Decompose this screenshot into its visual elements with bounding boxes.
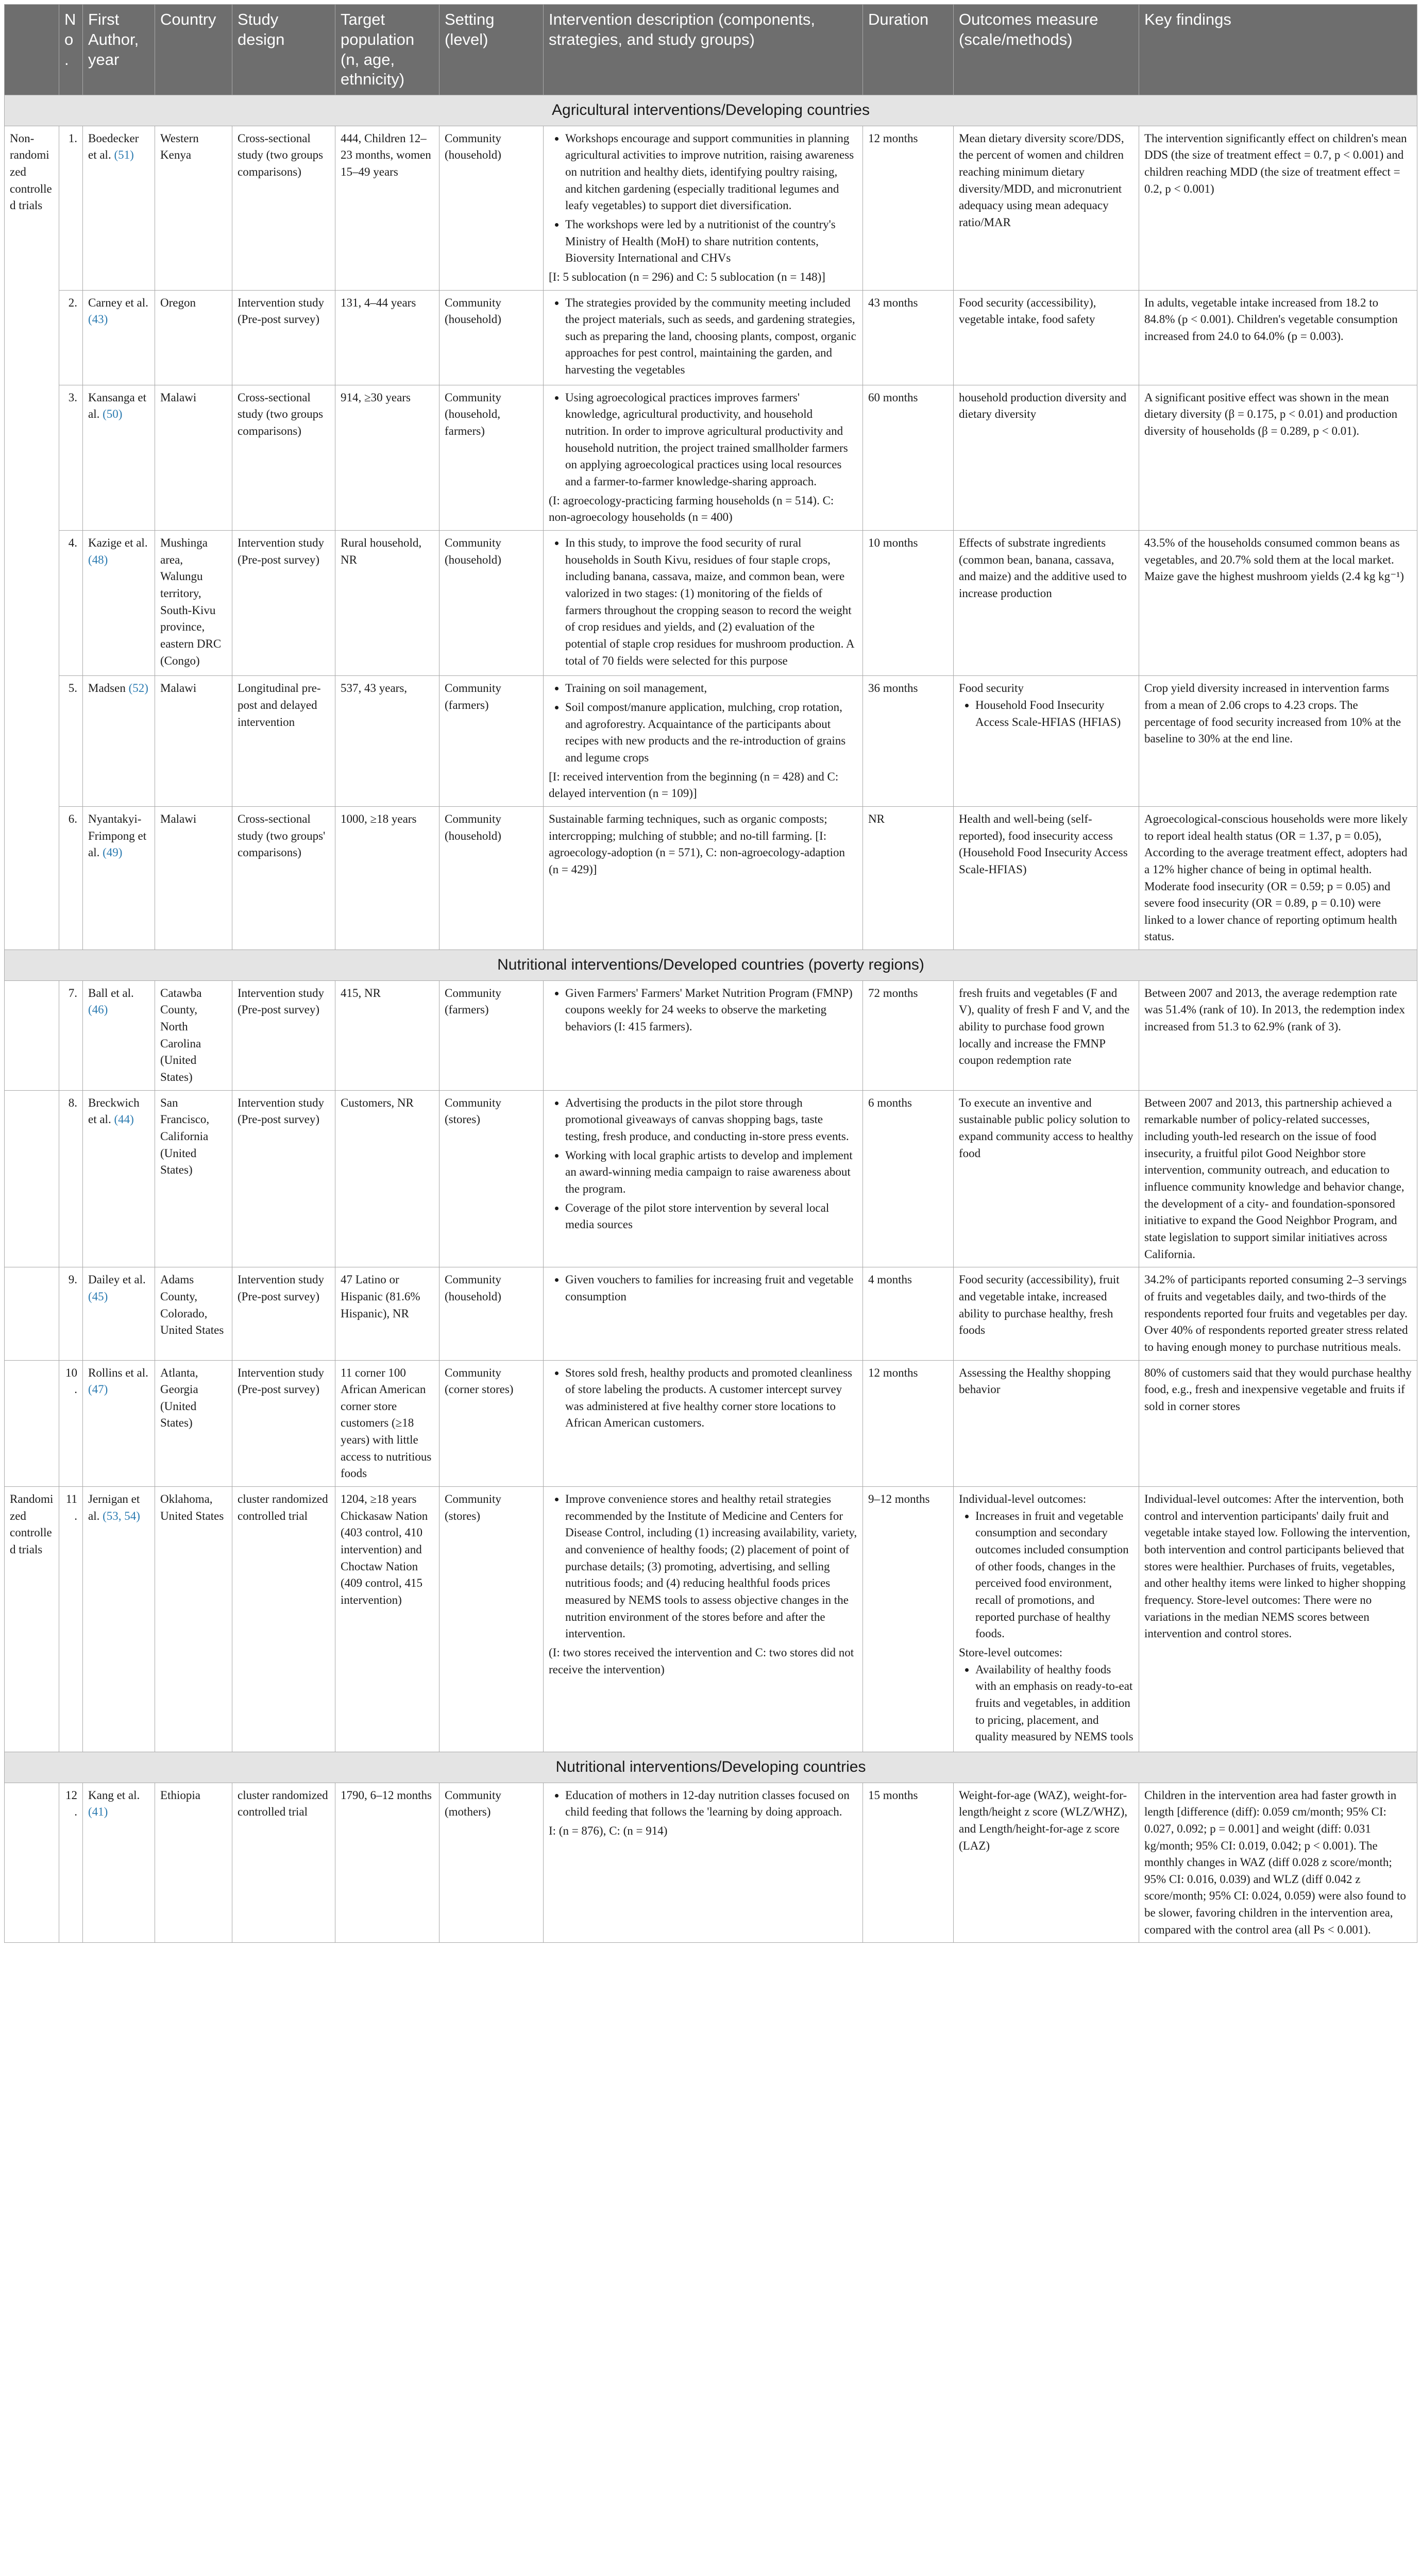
design-group-nonrandomized: Non-randomized controlled trials: [5, 126, 59, 950]
bullet-item: • The workshops were led by a nutritionist of the country's Ministry of Health (MoH) to share nutrition contents, Bioversity International and CHVs: [565, 216, 857, 267]
row-number: 9.: [59, 1267, 83, 1360]
header-setting: Setting (level): [439, 5, 544, 95]
setting-cell: Community (farmers): [439, 980, 544, 1090]
design-group-blank: [5, 980, 59, 1090]
header-design: Study design: [232, 5, 335, 95]
country-cell: Oregon: [155, 290, 232, 385]
row-number: 11.: [59, 1487, 83, 1752]
study-design-cell: Intervention study (Pre-post survey): [232, 1360, 335, 1487]
outcomes-text: Individual-level outcomes:: [959, 1493, 1087, 1506]
duration-cell: 4 months: [863, 1267, 954, 1360]
bullet-item: • The strategies provided by the community meeting included the project materials, such as seeds, and gardening strategies, such as preparing the land, choosing plants, compost, organic approaches for pest control, maintaining the garden, and harvesting the vegetables: [565, 295, 857, 379]
bullet-list: [549, 535, 857, 669]
population-cell: 1000, ≥18 years: [335, 806, 439, 950]
design-group-blank: [5, 1783, 59, 1943]
row-number: 5.: [59, 676, 83, 807]
section-heading: Nutritional interventions/Developed countries (poverty regions): [5, 950, 1417, 981]
reference-link[interactable]: (52): [128, 682, 148, 695]
header-findings: Key findings: [1139, 5, 1417, 95]
first-author: Dailey et al.: [88, 1273, 146, 1286]
bullet-item: • Stores sold fresh, healthy products and promoted cleanliness of store labeling the products. A customer intercept survey was administered at five healthy corner store locations to African American customers.: [565, 1365, 857, 1432]
bullet-list: [549, 680, 857, 766]
study-design-cell: Cross-sectional study (two groups' comparisons): [232, 806, 335, 950]
population-cell: Customers, NR: [335, 1090, 439, 1267]
first-author: Kang et al.: [88, 1788, 140, 1802]
outcomes-cell: [954, 1090, 1139, 1267]
duration-cell: 12 months: [863, 126, 954, 290]
first-author-cell: [83, 1487, 155, 1752]
population-cell: 131, 4–44 years: [335, 290, 439, 385]
reference-link[interactable]: (43): [88, 313, 108, 326]
intervention-cell: [544, 531, 863, 676]
first-author-cell: [83, 806, 155, 950]
country-cell: Catawba County, North Carolina (United States): [155, 980, 232, 1090]
table-row: [5, 290, 1417, 385]
key-findings-cell: A significant positive effect was shown in the mean dietary diversity (β = 0.175, p < 0.01) and production diversity of households (β = 0.289, p < 0.01).: [1139, 385, 1417, 530]
bullet-item: • Improve convenience stores and healthy retail strategies recommended by the Institute of Medicine and Centers for Disease Control, including (1) increasing availability, variety, and convenience of healthy foods; (2) placement of point of purchase details; (3) promoting, advertising, and selling nutritious foods; and (4) reducing healthful foods prices measured by NEMS tools to assess objective changes in the nutrition environment of the stores before and after the intervention.: [565, 1491, 857, 1642]
duration-cell: 9–12 months: [863, 1487, 954, 1752]
bullet-list: [959, 1662, 1134, 1745]
study-groups: [I: 5 sublocation (n = 296) and C: 5 sublocation (n = 148)]: [549, 270, 825, 283]
reference-link[interactable]: (48): [88, 553, 108, 566]
header-intervention: Intervention description (components, strategies, and study groups): [544, 5, 863, 95]
country-cell: Ethiopia: [155, 1783, 232, 1943]
first-author: Boedecker et al.: [88, 131, 139, 162]
bullet-item: • Using agroecological practices improves farmers' knowledge, agricultural productivity, and household nutrition. In order to improve agricultural productivity and household nutrition, the project trained smallholder farmers on applying agroecological practices using local resources and a farmer-to-farmer knowledge-sharing approach.: [565, 389, 857, 490]
table-row: [5, 1783, 1417, 1943]
key-findings-cell: Individual-level outcomes: After the intervention, both control and intervention participants' daily fruit and vegetable intake stayed low. Following the intervention, both intervention and control participants believed that stores were healthier. Purchases of fruits, vegetables, and other healthy items were linked to higher shopping frequency. Store-level outcomes: There were no variations in the median NEMS scores between intervention and control stores.: [1139, 1487, 1417, 1752]
first-author: Nyantakyi-Frimpong et al.: [88, 812, 147, 859]
study-groups: [I: received intervention from the beginning (n = 428) and C: delayed intervention (n = 109)]: [549, 770, 839, 800]
population-cell: 47 Latino or Hispanic (81.6% Hispanic), NR: [335, 1267, 439, 1360]
bullet-item: • Advertising the products in the pilot store through promotional giveaways of canvas shopping bags, taste testing, fresh produce, and conducting in-store press events.: [565, 1095, 857, 1145]
header-no: No.: [59, 5, 83, 95]
row-number: 8.: [59, 1090, 83, 1267]
duration-cell: 15 months: [863, 1783, 954, 1943]
outcomes-cell: [954, 1267, 1139, 1360]
outcomes-cell: [954, 531, 1139, 676]
bullet-item: • Education of mothers in 12-day nutrition classes focused on child feeding that follows the 'learning by doing approach.: [565, 1787, 857, 1821]
first-author-cell: [83, 1360, 155, 1487]
row-number: 3.: [59, 385, 83, 530]
row-number: 10.: [59, 1360, 83, 1487]
country-cell: Western Kenya: [155, 126, 232, 290]
bullet-item: • Training on soil management,: [565, 680, 857, 697]
study-design-cell: Intervention study (Pre-post survey): [232, 980, 335, 1090]
section-row: [5, 950, 1417, 981]
bullet-item: • In this study, to improve the food security of rural households in South Kivu, residues of four staple crops, including banana, cassava, maize, and common bean, were valorized in two stages: (1) monitoring of the fields of farmers throughout the cropping season to record the weight of crop residues and yields, and (2) evaluation of the potential of staple crop residues for mushroom production. A total of 70 fields were selected for this purpose: [565, 535, 857, 669]
outcomes-text: household production diversity and dietary diversity: [959, 391, 1127, 421]
key-findings-cell: The intervention significantly effect on children's mean DDS (the size of treatment effect = 0.7, p < 0.001) and children reaching MDD (the size of treatment effect = 0.2, p < 0.001): [1139, 126, 1417, 290]
first-author-cell: [83, 1267, 155, 1360]
intervention-cell: [544, 806, 863, 950]
first-author: Breckwich et al.: [88, 1096, 140, 1126]
bullet-list: [959, 697, 1134, 731]
bullet-item: • Household Food Insecurity Access Scale-HFIAS (HFIAS): [975, 697, 1134, 731]
duration-cell: 60 months: [863, 385, 954, 530]
study-groups: (I: agroecology-practicing farming households (n = 514). C: non-agroecology households (n = 400): [549, 494, 834, 524]
key-findings-cell: 34.2% of participants reported consuming 2–3 servings of fruits and vegetables daily, and two-thirds of the respondents reported four fruits and vegetables per day. Over 40% of respondents reported greater stress related to having enough money to purchase nutritious meals.: [1139, 1267, 1417, 1360]
intervention-cell: [544, 126, 863, 290]
study-groups: I: (n = 876), C: (n = 914): [549, 1824, 668, 1837]
section-heading: Nutritional interventions/Developing countries: [5, 1752, 1417, 1783]
population-cell: 1790, 6–12 months: [335, 1783, 439, 1943]
review-table: [4, 4, 1417, 1943]
bullet-list: [959, 1508, 1134, 1642]
reference-link[interactable]: (53, 54): [103, 1509, 140, 1522]
outcomes-text: Weight-for-age (WAZ), weight-for-length/height z score (WLZ/WHZ), and Length/height-for-age z score (LAZ): [959, 1788, 1127, 1852]
bullet-item: • Workshops encourage and support communities in planning agricultural activities to improve nutrition, raising awareness on nutrition and healthy diets, identifying poultry raising, and kitchen gardening (especially traditional legumes and leafy vegetables) to support diet diversification.: [565, 130, 857, 214]
duration-cell: 36 months: [863, 676, 954, 807]
study-design-cell: Intervention study (Pre-post survey): [232, 531, 335, 676]
first-author-cell: [83, 385, 155, 530]
population-cell: 537, 43 years,: [335, 676, 439, 807]
table-row: [5, 385, 1417, 530]
key-findings-cell: Between 2007 and 2013, this partnership achieved a remarkable number of policy-related successes, including youth-led research on the issue of food insecurity, a fruitful pilot Good Neighbor store intervention, community outreach, and education to influence community knowledge and behavior change, the development of a city- and foundation-sponsored initiative to expand the Good Neighbor Program, and state legislation to support similar initiatives across California.: [1139, 1090, 1417, 1267]
design-group-blank: [5, 1267, 59, 1360]
table-row: [5, 806, 1417, 950]
bullet-item: • Increases in fruit and vegetable consumption and secondary outcomes included consumption of other foods, changes in the perceived food environment, recall of promotions, and reported purchase of healthy foods.: [975, 1508, 1134, 1642]
population-cell: 914, ≥30 years: [335, 385, 439, 530]
reference-link[interactable]: (44): [114, 1113, 134, 1126]
key-findings-cell: In adults, vegetable intake increased from 18.2 to 84.8% (p < 0.001). Children's vegetable consumption increased from 24.0 to 64.0% (p = 0.003).: [1139, 290, 1417, 385]
country-cell: Oklahoma, United States: [155, 1487, 232, 1752]
study-design-cell: cluster randomized controlled trial: [232, 1487, 335, 1752]
header-population: Target population (n, age, ethnicity): [335, 5, 439, 95]
population-cell: Rural household, NR: [335, 531, 439, 676]
first-author: Carney et al.: [88, 296, 148, 309]
intervention-cell: [544, 1783, 863, 1943]
first-author-cell: [83, 126, 155, 290]
intervention-cell: [544, 1267, 863, 1360]
outcomes-text: Food security (accessibility), vegetable intake, food safety: [959, 296, 1096, 326]
key-findings-cell: 80% of customers said that they would purchase healthy food, e.g., fresh and inexpensive vegetable and fruits if sold in corner stores: [1139, 1360, 1417, 1487]
row-number: 6.: [59, 806, 83, 950]
intervention-cell: [544, 1487, 863, 1752]
first-author: Ball et al.: [88, 986, 134, 999]
table-body: [5, 95, 1417, 1943]
table-row: [5, 1487, 1417, 1752]
reference-link[interactable]: (46): [88, 1003, 108, 1016]
key-findings-cell: Crop yield diversity increased in intervention farms from a mean of 2.06 crops to 4.23 crops. The percentage of food security increased from 10% at the baseline to 30% at the end line.: [1139, 676, 1417, 807]
bullet-item: • Availability of healthy foods with an emphasis on ready-to-eat fruits and vegetables, in addition to pricing, placement, and quality measured by NEMS tools: [975, 1662, 1134, 1745]
bullet-list: [549, 1095, 857, 1233]
reference-link[interactable]: (47): [88, 1383, 108, 1396]
reference-link[interactable]: (50): [103, 408, 123, 421]
first-author: Kazige et al.: [88, 536, 148, 550]
country-cell: Mushinga area, Walungu territory, South-Kivu province, eastern DRC (Congo): [155, 531, 232, 676]
outcomes-text: Food security (accessibility), fruit and vegetable intake, increased ability to purchase healthy, fresh foods: [959, 1273, 1120, 1337]
first-author: Jernigan et al.: [88, 1493, 140, 1522]
study-design-cell: Cross-sectional study (two groups comparisons): [232, 385, 335, 530]
first-author-cell: [83, 1783, 155, 1943]
bullet-list: [549, 985, 857, 1036]
study-design-cell: cluster randomized controlled trial: [232, 1783, 335, 1943]
header-outcomes: Outcomes measure (scale/methods): [954, 5, 1139, 95]
table-row: [5, 1090, 1417, 1267]
header-author: First Author, year: [83, 5, 155, 95]
first-author-cell: [83, 531, 155, 676]
duration-cell: 12 months: [863, 1360, 954, 1487]
outcomes-text: Food security: [959, 682, 1024, 695]
section-heading: Agricultural interventions/Developing countries: [5, 95, 1417, 126]
population-cell: 11 corner 100 African American corner store customers (≥18 years) with little access to nutritious foods: [335, 1360, 439, 1487]
bullet-list: [549, 1787, 857, 1821]
first-author-cell: [83, 290, 155, 385]
country-cell: Atlanta, Georgia (United States): [155, 1360, 232, 1487]
reference-link[interactable]: (51): [114, 148, 134, 162]
outcomes-cell: [954, 1487, 1139, 1752]
setting-cell: Community (mothers): [439, 1783, 544, 1943]
key-findings-cell: 43.5% of the households consumed common beans as vegetables, and 20.7% sold them at the local market. Maize gave the highest mushroom yields (2.4 kg kg⁻¹): [1139, 531, 1417, 676]
first-author-cell: [83, 980, 155, 1090]
bullet-list: [549, 1272, 857, 1305]
country-cell: Malawi: [155, 385, 232, 530]
bullet-item: • Given vouchers to families for increasing fruit and vegetable consumption: [565, 1272, 857, 1305]
bullet-list: [549, 1491, 857, 1642]
duration-cell: 6 months: [863, 1090, 954, 1267]
outcomes-cell: [954, 1360, 1139, 1487]
section-row: [5, 95, 1417, 126]
outcomes-cell: [954, 676, 1139, 807]
setting-cell: Community (stores): [439, 1090, 544, 1267]
first-author-cell: [83, 676, 155, 807]
outcomes-text: Effects of substrate ingredients (common bean, banana, cassava, and maize) and the additive used to increase production: [959, 536, 1127, 600]
duration-cell: 43 months: [863, 290, 954, 385]
outcomes-text: To execute an inventive and sustainable public policy solution to expand community access to healthy food: [959, 1096, 1134, 1160]
setting-cell: Community (farmers): [439, 676, 544, 807]
bullet-item: • Coverage of the pilot store intervention by several local media sources: [565, 1200, 857, 1233]
first-author-cell: [83, 1090, 155, 1267]
study-design-cell: Intervention study (Pre-post survey): [232, 1267, 335, 1360]
bullet-item: • Working with local graphic artists to develop and implement an award-winning media campaign to raise awareness about the program.: [565, 1147, 857, 1198]
country-cell: Adams County, Colorado, United States: [155, 1267, 232, 1360]
table-row: [5, 531, 1417, 676]
row-number: 2.: [59, 290, 83, 385]
key-findings-cell: Children in the intervention area had faster growth in length [difference (diff): 0.059 cm/month; 95% CI: 0.027, 0.092; p = 0.001] and weight (diff: 0.031 kg/month; 95% CI: 0.019, 0.042; p < 0.001). The monthly changes in WAZ (diff 0.028 z score/month; 95% CI: 0.016, 0.039) and WLZ (diff 0.042 z score/month; 95% CI: 0.024, 0.059) were also found to be slower, favoring children in the intervention area, compared with the control area (all Ps < 0.001).: [1139, 1783, 1417, 1943]
intervention-text: Sustainable farming techniques, such as organic composts; intercropping; mulching of stubble; and no-till farming. [I: agroecology-adoption (n = 571), C: non-agroecology-adaption (n = 429)]: [549, 812, 845, 876]
study-design-cell: Cross-sectional study (two groups comparisons): [232, 126, 335, 290]
intervention-cell: [544, 980, 863, 1090]
section-row: [5, 1752, 1417, 1783]
outcomes-text: Assessing the Healthy shopping behavior: [959, 1366, 1111, 1396]
first-author: Rollins et al.: [88, 1366, 148, 1379]
outcomes-cell: [954, 126, 1139, 290]
intervention-cell: [544, 676, 863, 807]
outcomes-cell: [954, 385, 1139, 530]
outcomes-text: Health and well-being (self-reported), food insecurity access (Household Food Insecurity Access Scale-HFIAS): [959, 812, 1128, 876]
row-number: 12.: [59, 1783, 83, 1943]
header-row: [5, 5, 1417, 95]
country-cell: Malawi: [155, 806, 232, 950]
header-blank: [5, 5, 59, 95]
outcomes-cell: [954, 290, 1139, 385]
outcomes-text: Mean dietary diversity score/DDS, the percent of women and children reaching minimum dietary diversity/MDD, and micronutrient adequacy using mean adequacy ratio/MAR: [959, 131, 1124, 229]
intervention-cell: [544, 385, 863, 530]
country-cell: Malawi: [155, 676, 232, 807]
table-row: [5, 676, 1417, 807]
outcomes-text: Store-level outcomes:: [959, 1646, 1063, 1659]
reference-link[interactable]: (49): [103, 846, 123, 859]
key-findings-cell: Between 2007 and 2013, the average redemption rate was 51.4% (rank of 10). In 2013, the redemption index increased from 51.3 to 62.9% (rank of 3).: [1139, 980, 1417, 1090]
study-design-cell: Longitudinal pre-post and delayed intervention: [232, 676, 335, 807]
bullet-list: [549, 1365, 857, 1432]
outcomes-text: fresh fruits and vegetables (F and V), quality of fresh F and V, and the ability to purchase food grown locally and increase the FMNP coupon redemption rate: [959, 986, 1130, 1067]
bullet-item: • Soil compost/manure application, mulching, crop rotation, and agroforestry. Acquaintance of the participants about recipes with new products and the re-introduction of grains and legume crops: [565, 699, 857, 767]
design-group-randomized: Randomized controlled trials: [5, 1487, 59, 1752]
table-row: [5, 980, 1417, 1090]
row-number: 7.: [59, 980, 83, 1090]
setting-cell: Community (household): [439, 126, 544, 290]
header-country: Country: [155, 5, 232, 95]
country-cell: San Francisco, California (United States): [155, 1090, 232, 1267]
design-group-blank: [5, 1360, 59, 1487]
intervention-cell: [544, 1090, 863, 1267]
study-design-cell: Intervention study (Pre-post survey): [232, 1090, 335, 1267]
reference-link[interactable]: (45): [88, 1290, 108, 1303]
population-cell: 415, NR: [335, 980, 439, 1090]
bullet-list: [549, 389, 857, 490]
study-design-cell: Intervention study (Pre-post survey): [232, 290, 335, 385]
setting-cell: Community (stores): [439, 1487, 544, 1752]
intervention-cell: [544, 290, 863, 385]
table-row: [5, 1360, 1417, 1487]
intervention-cell: [544, 1360, 863, 1487]
bullet-item: • Given Farmers' Farmers' Market Nutrition Program (FMNP) coupons weekly for 24 weeks to observe the marketing behaviors (I: 415 farmers).: [565, 985, 857, 1036]
duration-cell: 72 months: [863, 980, 954, 1090]
row-number: 4.: [59, 531, 83, 676]
setting-cell: Community (household): [439, 806, 544, 950]
design-group-blank: [5, 1090, 59, 1267]
duration-cell: 10 months: [863, 531, 954, 676]
setting-cell: Community (household): [439, 531, 544, 676]
study-groups: (I: two stores received the intervention and C: two stores did not receive the intervention): [549, 1646, 854, 1676]
table-row: [5, 126, 1417, 290]
setting-cell: Community (household, farmers): [439, 385, 544, 530]
reference-link[interactable]: (41): [88, 1805, 108, 1819]
first-author: Kansanga et al.: [88, 391, 147, 421]
table-row: [5, 1267, 1417, 1360]
population-cell: 1204, ≥18 years Chickasaw Nation (403 control, 410 intervention) and Choctaw Nation (409 control, 415 intervention): [335, 1487, 439, 1752]
bullet-list: [549, 130, 857, 267]
outcomes-cell: [954, 806, 1139, 950]
duration-cell: NR: [863, 806, 954, 950]
header-duration: Duration: [863, 5, 954, 95]
key-findings-cell: Agroecological-conscious households were more likely to report ideal health status (OR = 1.37, p = 0.05), According to the average treatment effect, adopters had a 12% higher chance of being in optimal health. Moderate food insecurity (OR = 0.59; p = 0.05) and severe food insecurity (OR = 0.89, p = 0.10) were linked to a lower chance of reporting optimum health status.: [1139, 806, 1417, 950]
outcomes-cell: [954, 1783, 1139, 1943]
row-number: 1.: [59, 126, 83, 290]
bullet-list: [549, 295, 857, 379]
outcomes-cell: [954, 980, 1139, 1090]
setting-cell: Community (household): [439, 1267, 544, 1360]
first-author: Madsen: [88, 682, 126, 695]
population-cell: 444, Children 12–23 months, women 15–49 years: [335, 126, 439, 290]
setting-cell: Community (household): [439, 290, 544, 385]
setting-cell: Community (corner stores): [439, 1360, 544, 1487]
